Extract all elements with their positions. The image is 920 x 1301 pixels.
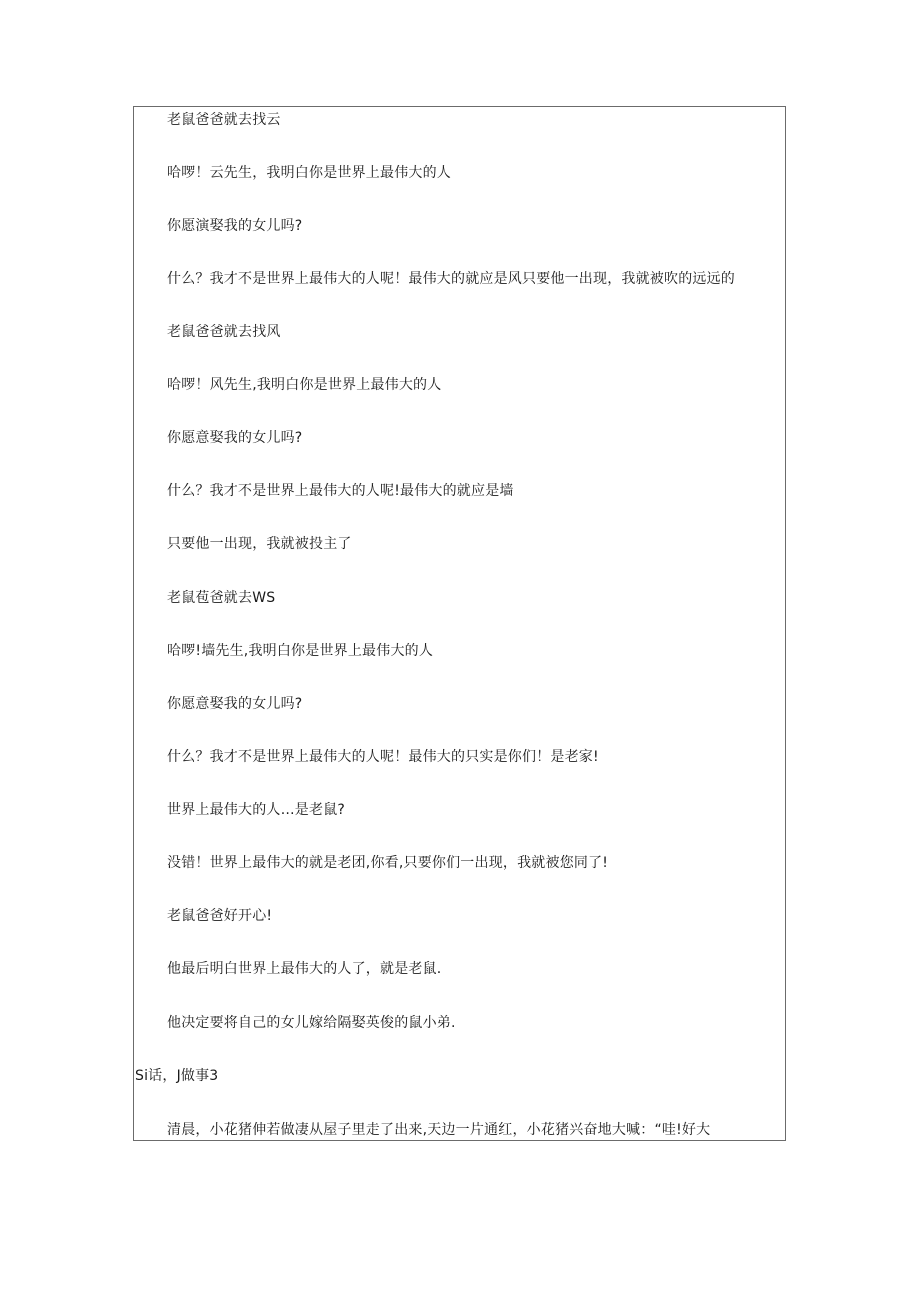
text-line-1: 老鼠爸爸就去找云 [167, 112, 281, 128]
text-line-3: 你愿演娶我的女儿吗? [167, 218, 303, 234]
text-line-11: 哈啰!墙先生,我明白你是世界上最伟大的人 [167, 643, 434, 659]
text-line-13: 什么？我才不是世界上最伟大的人呢！最伟大的只实是你们！是老家! [167, 749, 599, 765]
text-line-10: 老鼠苞爸就去WS [167, 590, 276, 606]
text-line-2: 哈啰！云先生，我明白你是世界上最伟大的人 [167, 165, 451, 181]
page-frame [133, 106, 786, 1141]
text-line-9: 只要他一出现，我就被投主了 [167, 536, 352, 552]
text-line-7: 你愿意娶我的女儿吗? [167, 430, 303, 446]
section-heading: Si话，J做事3 [135, 1068, 219, 1084]
text-line-4: 什么？我才不是世界上最伟大的人呢！最伟大的就应是风只要他一出现，我就被吹的远远的 [167, 271, 735, 287]
text-line-15: 没错！世界上最伟大的就是老团,你看,只要你们一出现，我就被您同了! [167, 855, 609, 871]
text-line-17: 他最后明白世界上最伟大的人了，就是老鼠. [167, 961, 442, 977]
text-line-5: 老鼠爸爸就去找风 [167, 324, 281, 340]
text-line-14: 世界上最伟大的人…是老鼠? [167, 802, 346, 818]
text-line-6: 哈啰！风先生,我明白你是世界上最伟大的人 [167, 377, 442, 393]
text-line-8: 什么？我才不是世界上最伟大的人呢!最伟大的就应是墙 [167, 483, 514, 499]
text-line-18: 他决定要将自己的女儿嫁给隔娶英俊的鼠小弟. [167, 1015, 456, 1031]
text-line-12: 你愿意娶我的女儿吗? [167, 696, 303, 712]
text-line-16: 老鼠爸爸好开心! [167, 908, 273, 924]
text-line-20: 清晨，小花猪伸若做凄从屋子里走了出来,天边一片通红，小花猪兴奋地大喊：“哇!好大 [167, 1122, 711, 1138]
